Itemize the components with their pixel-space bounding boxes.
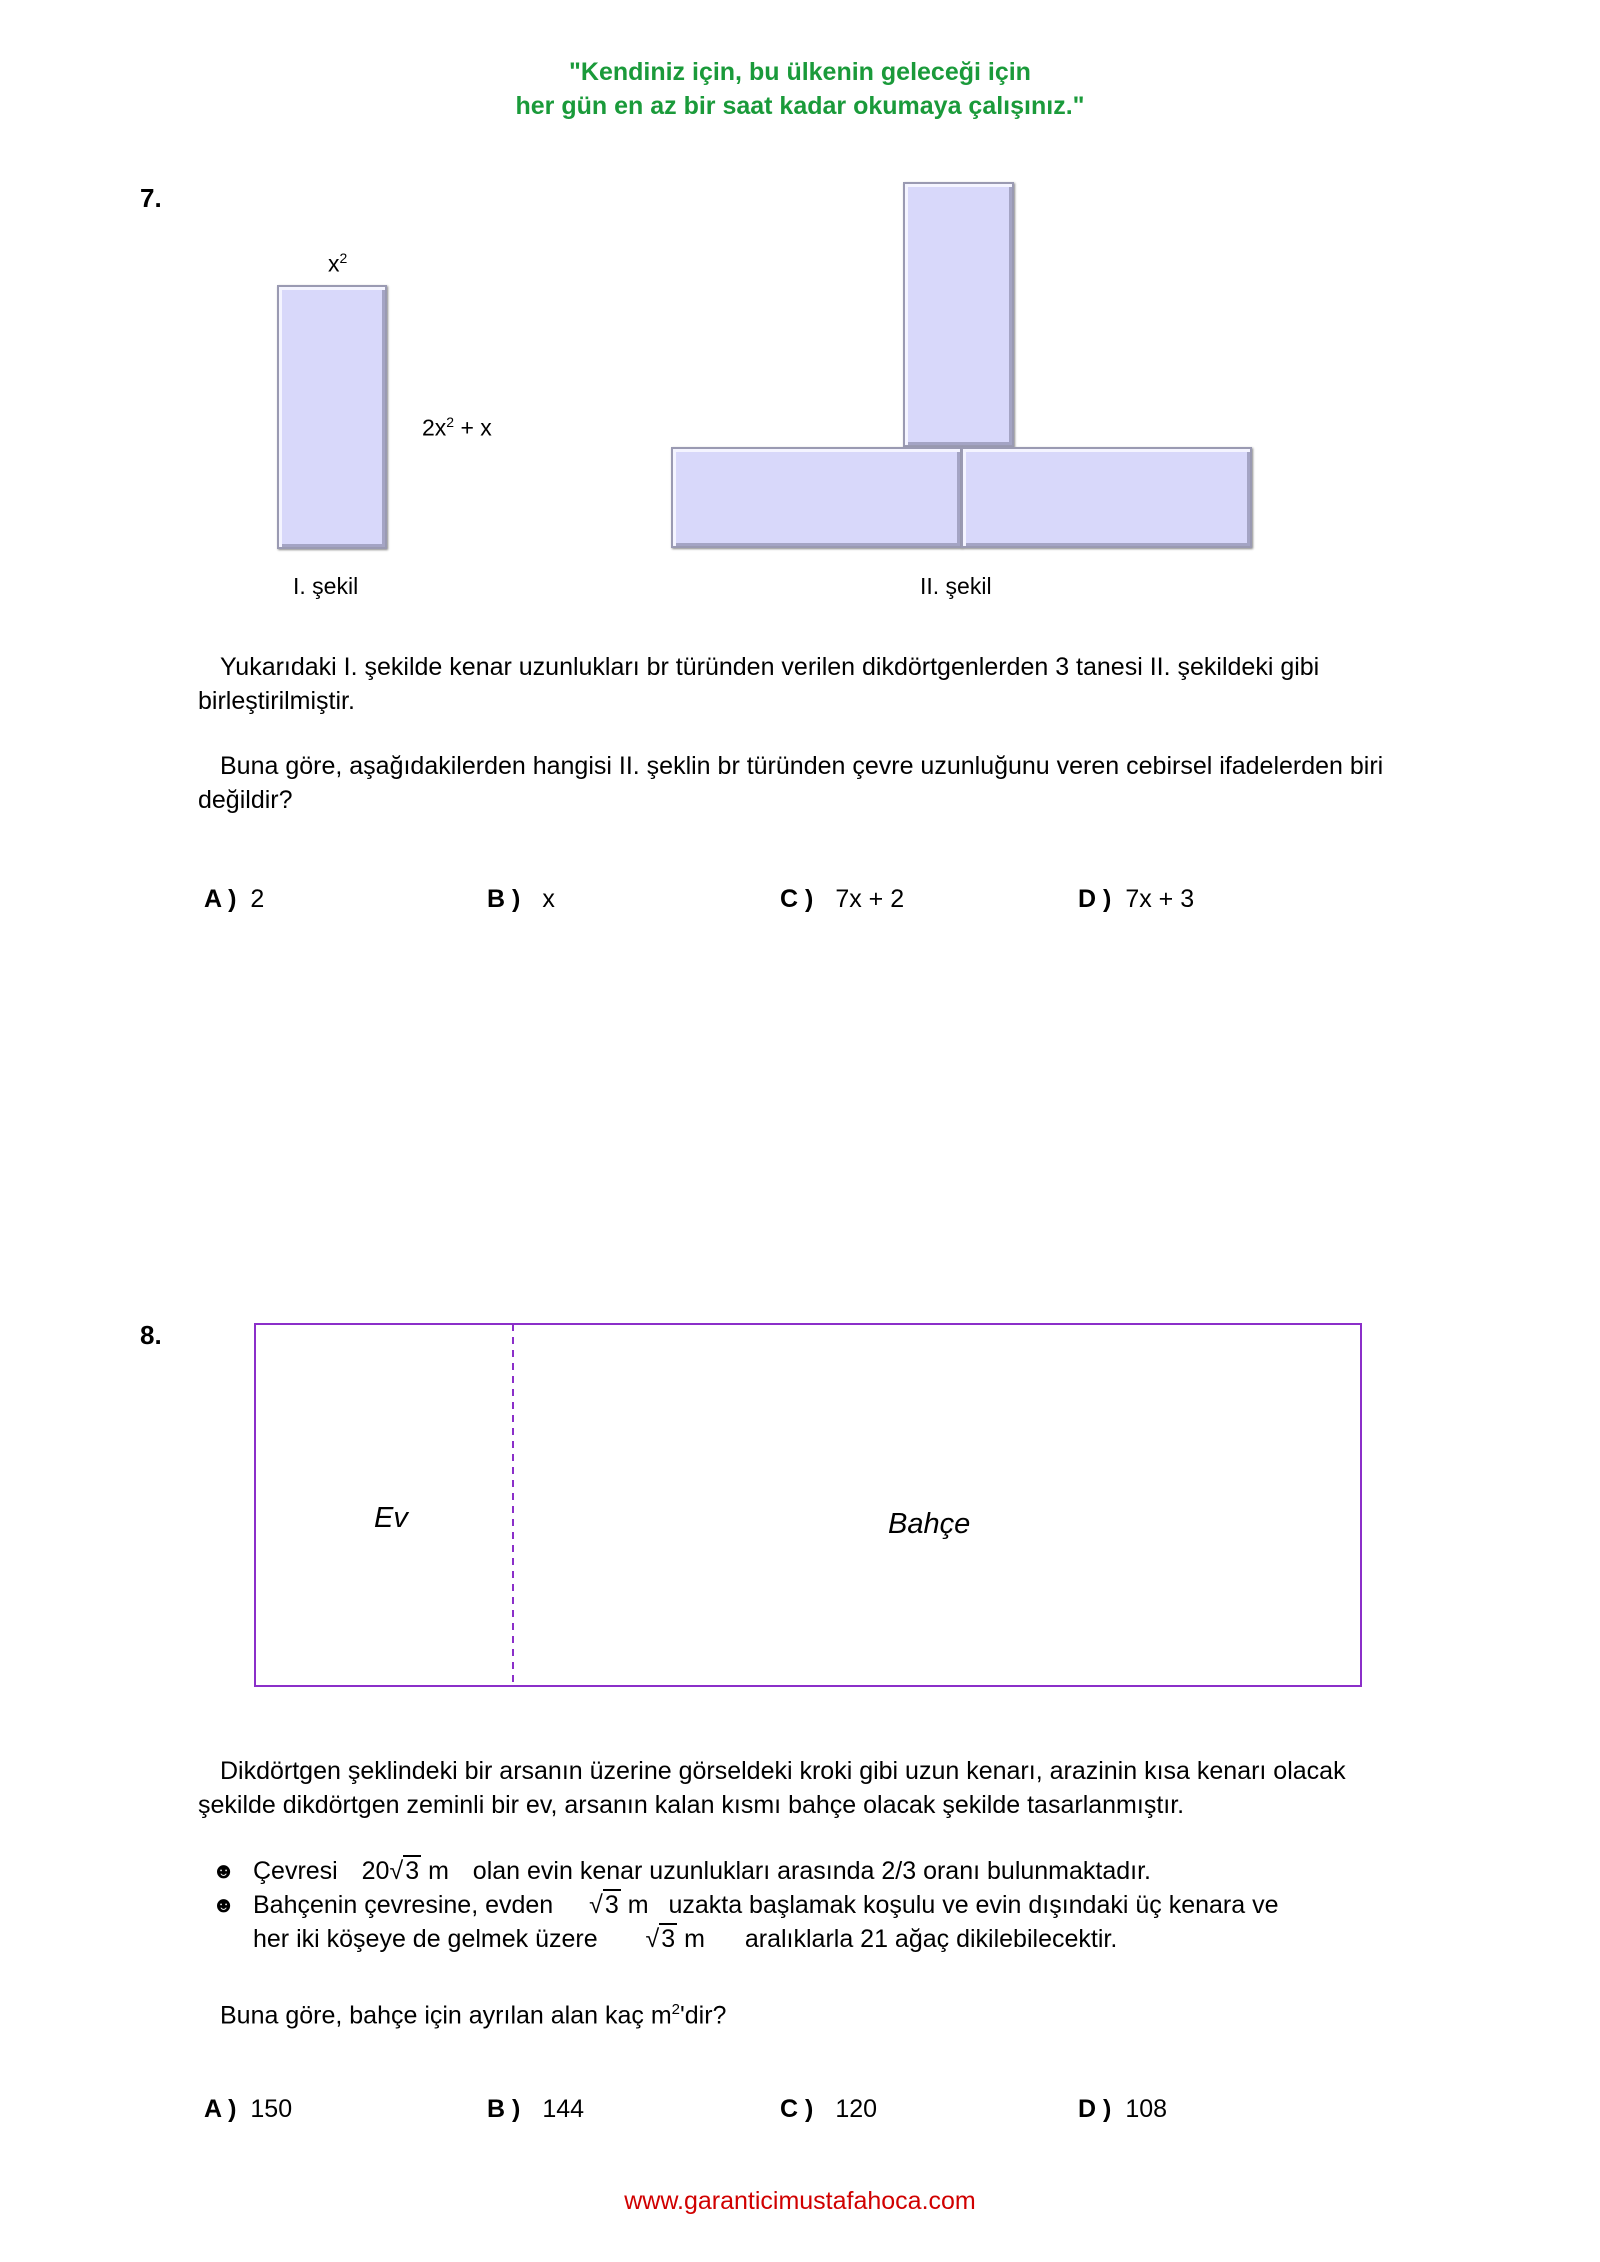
fig1-side-label: $2x^2 + x$ [422,414,492,441]
q8-option-b[interactable]: B ) 144 [487,2095,585,2123]
house-label: Ev [374,1502,408,1534]
footer-url[interactable]: www.garanticimustafahoca.com [624,2187,976,2215]
fig1-caption: I. şekil [293,573,359,599]
fig2-caption: II. şekil [920,573,992,599]
q8-option-d[interactable]: D ) 108 [1078,2095,1168,2123]
question-7-text-1: Yukarıdaki I. şekilde kenar uzunlukları br türünden verilen dikdörtgenlerden 3 tanesi II. şekildeki gibi birleştirilmiştir. [198,653,1320,715]
q8-option-a[interactable]: A ) 150 [204,2095,293,2123]
sqrt-symbol-3: √3 [645,1925,676,1953]
fig1-top-label: $x^2$ [328,250,348,277]
land-outline [255,1324,1361,1686]
bullet-1-symbol: ☻ [212,1858,236,1883]
bullet-1-text: Çevresi 20√3 m olan evin kenar uzunlukları arasında 2/3 oranı bulunmaktadır. [253,1857,1151,1885]
bullet-2-text-line2: her iki köşeye de gelmek üzere √3 m aralıklarla 21 ağaç dikilebilecektir. [253,1925,1118,1953]
garden-label: Bahçe [888,1508,971,1540]
bullet-2-symbol: ☻ [212,1892,236,1917]
motto-line-1: "Kendiniz için, bu ülkenin geleceği için [569,58,1031,86]
question-7-text-2: Buna göre, aşağıdakilerden hangisi II. şeklin br türünden çevre uzunluğunu veren cebirsel ifadelerden biri değildir? [198,752,1384,814]
q7-option-d[interactable]: D ) 7x + 3 [1078,885,1195,913]
q7-option-a[interactable]: A ) 2 [204,885,265,913]
sqrt-symbol-2: √3 [589,1891,619,1919]
motto-line-2: her gün en az bir saat kadar okumaya çalışınız." [515,92,1085,120]
q8-option-c[interactable]: C ) 120 [780,2095,878,2123]
question-8-prompt: Buna göre, bahçe için ayrılan alan kaç $m^2'dir$? [220,2001,727,2030]
question-7-number: 7. [140,183,162,213]
question-8-text-1: Dikdörtgen şeklindeki bir arsanın üzerine görseldeki kroki gibi uzun kenarı, arazinin kısa kenarı olacak şekilde dikdörtgen zeminli bir ev, arsanın kalan kısmı bahçe olacak şekilde tasarlanmıştır. [198,1757,1346,1819]
bullet-2-text-line1: Bahçenin çevresine, evden √3 m uzakta başlamak koşulu ve evin dışındaki üç kenara ve [253,1891,1279,1919]
q7-option-c[interactable]: C ) 7x + 2 [780,885,905,913]
question-8-number: 8. [140,1320,162,1350]
q7-option-b[interactable]: B ) x [487,885,555,913]
sqrt-symbol-1: √3 [389,1857,420,1885]
